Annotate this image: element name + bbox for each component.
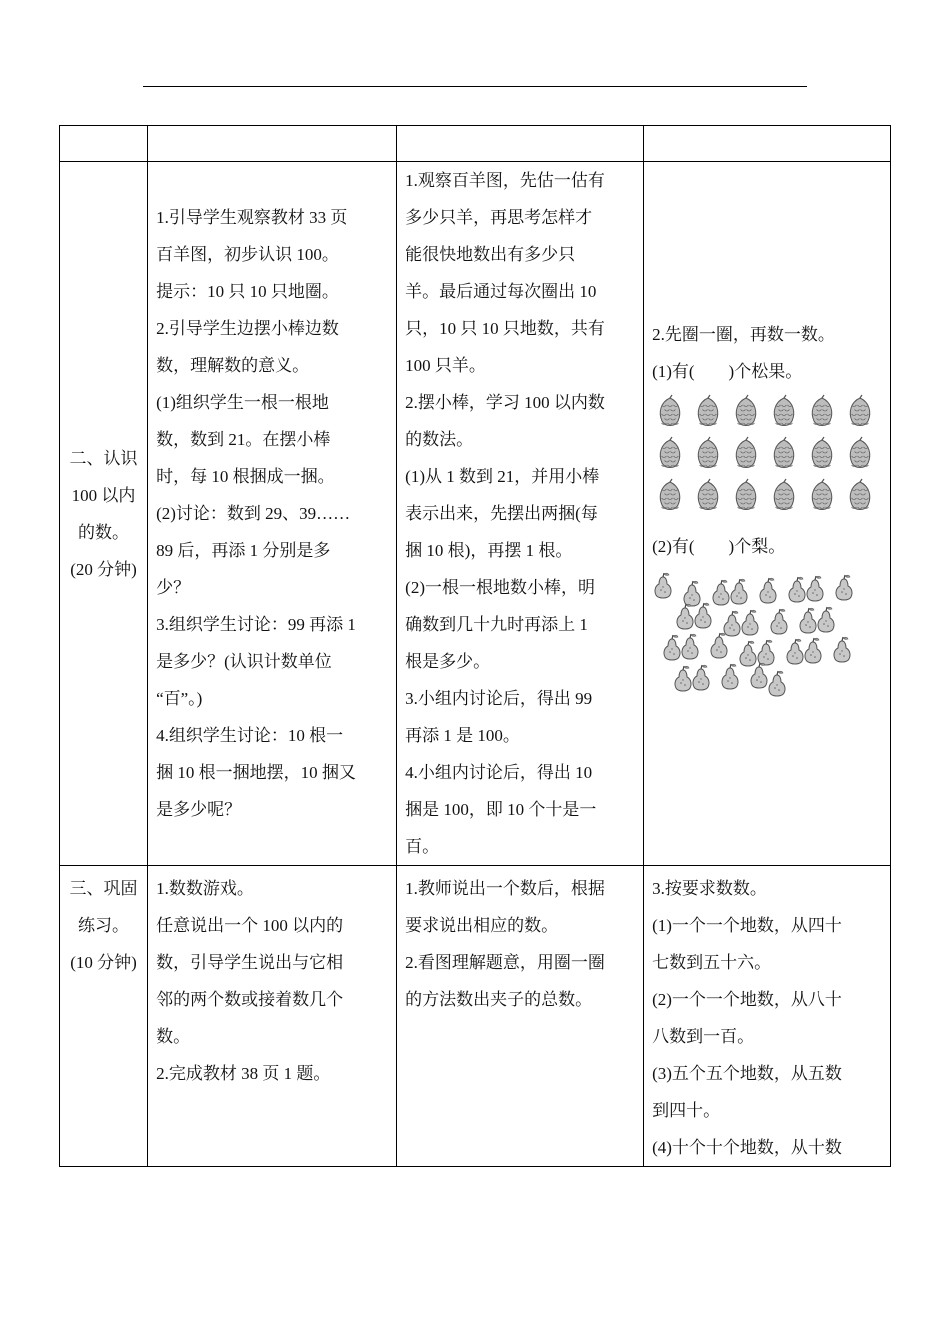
pinecone-icon bbox=[808, 436, 836, 472]
teacher-activity-text: 1.数数游戏。 任意说出一个 100 以内的 数，引导学生说出与它相 邻的两个数或接着数几个 数。 2.完成教材 38 页 1 题。 bbox=[156, 879, 344, 1083]
pinecone-icon bbox=[770, 478, 798, 514]
teacher-activity-text: 1.引导学生观察教材 33 页 百羊图，初步认识 100。 提示：10 只 10 只地圈。 2.引导学生边摆小棒边数 数，理解数的意义。 (1)组织学生一根一根地 数，数到 21。在摆小棒 时，每 10 根捆成一捆。 (2)讨论：数到 29、39…… 89 后，再添 1 分别是多 少？ 3.组织学生讨论：99 再添 1 是多少？(认识计数单位 “百”。) 4.组织学生讨论：10 根一 捆 10 根一捆地摆，10 捆又 是多少呢？ bbox=[156, 208, 356, 819]
pear-icon bbox=[678, 632, 702, 662]
pinecone-icon bbox=[656, 478, 684, 514]
section-cell bbox=[60, 866, 148, 1167]
section-title: 三、巩固 练习。 (10 分钟) bbox=[69, 879, 138, 972]
pear-icon bbox=[727, 577, 751, 607]
student-activity-text: 1.教师说出一个数后，根据 要求说出相应的数。 2.看图理解题意，用圈一圈 的方法数出夹子的总数。 bbox=[405, 879, 605, 1009]
pinecone-icon bbox=[732, 436, 760, 472]
pear-icon bbox=[718, 662, 742, 692]
header-cell-1 bbox=[60, 126, 148, 162]
table-row-section-2 bbox=[60, 162, 891, 866]
student-activity-cell bbox=[397, 866, 644, 1167]
pear-icon bbox=[651, 571, 675, 601]
table-header-row bbox=[60, 126, 891, 162]
pear-icon bbox=[689, 663, 713, 693]
exercise-cell bbox=[644, 162, 891, 866]
exercise-content bbox=[652, 316, 882, 711]
pear-icon bbox=[738, 608, 762, 638]
section-cell bbox=[60, 162, 148, 866]
pinecone-icon bbox=[846, 394, 874, 430]
pinecone-icon bbox=[694, 394, 722, 430]
exercise-title: 2.先圈一圈，再数一数。 bbox=[652, 325, 835, 344]
student-activity-text: 1.观察百羊图，先估一估有 多少只羊，再思考怎样才 能很快地数出有多少只 羊。最后通过每次圈出 10 只，10 只 10 只地数，共有 100 只羊。 2.摆小棒，学习 100 以内数 的数法。 (1)从 1 数到 21，并用小棒 表示出来，先摆出两捆(每 捆 10 根)，再摆 1 根。 (2)一根一根地数小棒，明 确数到几十九时再添上 1 根是多少。 3.小组内讨论后，得出 99 再添 1 是 100。 4.小组内讨论后，得出 10 捆是 100，即 10 个十是一 百。 bbox=[405, 171, 605, 856]
header-cell-3 bbox=[397, 126, 644, 162]
pinecone-icon bbox=[656, 436, 684, 472]
pear-icon bbox=[830, 635, 854, 665]
header-cell-2 bbox=[148, 126, 397, 162]
pinecone-icon bbox=[808, 478, 836, 514]
exercise-content: 3.按要求数数。 (1)一个一个地数，从四十 七数到五十六。 (2)一个一个地数，从八十 八数到一百。 (3)五个五个地数，从五数 到四十。 (4)十个十个地数，从十数 bbox=[652, 879, 842, 1157]
section-title: 二、认识 100 以内 的数。 (20 分钟) bbox=[69, 448, 138, 579]
pear-icon bbox=[765, 669, 789, 699]
pear-icon bbox=[801, 636, 825, 666]
pinecone-illustration bbox=[656, 394, 882, 514]
pinecone-icon bbox=[770, 436, 798, 472]
pear-illustration bbox=[652, 571, 867, 711]
pear-icon bbox=[756, 576, 780, 606]
lesson-plan-table bbox=[59, 125, 891, 1167]
pinecone-icon bbox=[846, 436, 874, 472]
pinecone-icon bbox=[694, 478, 722, 514]
table-row-section-3 bbox=[60, 866, 891, 1167]
pinecone-icon bbox=[656, 394, 684, 430]
pinecone-icon bbox=[694, 436, 722, 472]
header-cell-4 bbox=[644, 126, 891, 162]
pinecone-icon bbox=[808, 394, 836, 430]
pear-icon bbox=[707, 631, 731, 661]
pinecone-icon bbox=[770, 394, 798, 430]
pear-icon bbox=[767, 607, 791, 637]
teacher-activity-cell bbox=[148, 866, 397, 1167]
pinecone-icon bbox=[732, 394, 760, 430]
header-rule bbox=[143, 86, 807, 87]
pear-icon bbox=[814, 605, 838, 635]
pinecone-icon bbox=[846, 478, 874, 514]
pinecone-question: (1)有( )个松果。 bbox=[652, 362, 803, 381]
pear-question: (2)有( )个梨。 bbox=[652, 537, 786, 556]
teacher-activity-cell bbox=[148, 162, 397, 866]
pear-icon bbox=[691, 601, 715, 631]
pear-icon bbox=[803, 574, 827, 604]
student-activity-cell bbox=[397, 162, 644, 866]
pear-icon bbox=[832, 573, 856, 603]
pinecone-icon bbox=[732, 478, 760, 514]
exercise-cell bbox=[644, 866, 891, 1167]
